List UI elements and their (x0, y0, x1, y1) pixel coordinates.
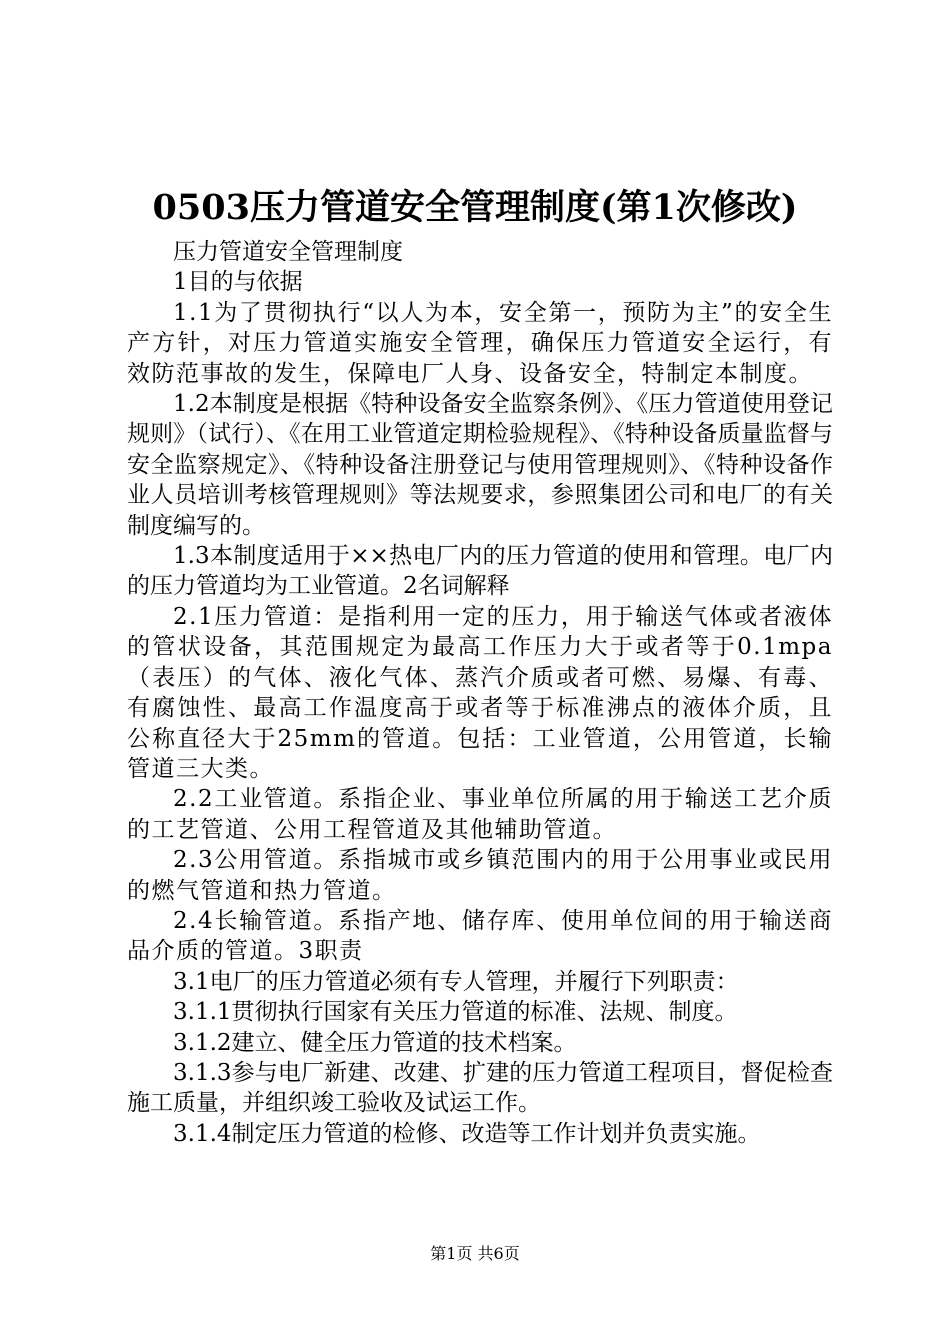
paragraph: 1.1为了贯彻执行“以人为本，安全第一，预防为主”的安全生产方针，对压力管道实施安全管理，确保压力管道安全运行，有效防范事故的发生，保障电厂人身、设备安全，特制定本制度。 (127, 299, 833, 387)
paragraph: 2.3公用管道。系指城市或乡镇范围内的用于公用事业或民用的燃气管道和热力管道。 (127, 847, 833, 904)
paragraph: 3.1.3参与电厂新建、改建、扩建的压力管道工程项目，督促检查施工质量，并组织竣工验收及试运工作。 (127, 1059, 833, 1117)
section-heading: 1目的与依据 (173, 269, 303, 296)
paragraph: 1.2本制度是根据《特种设备安全监察条例》、《压力管道使用登记规则》（试行）、《在用工业管道定期检验规程》、《特种设备质量监督与安全监察规定》、《特种设备注册登记与使用管理规则》、《特种设备作业人员培训考核管理规则》等法规要求，参照集团公司和电厂的有关制度编写的。 (127, 391, 833, 539)
section-heading: 压力管道安全管理制度 (173, 239, 403, 265)
paragraph: 3.1.2建立、健全压力管道的技术档案。 (173, 1029, 577, 1056)
document-title: 0503压力管道安全管理制度(第1次修改) (152, 187, 798, 228)
paragraph: 3.1电厂的压力管道必须有专人管理，并履行下列职责： (173, 968, 739, 995)
paragraph: 3.1.4制定压力管道的检修、改造等工作计划并负责实施。 (173, 1120, 761, 1147)
paragraph: 2.4长输管道。系指产地、储存库、使用单位间的用于输送商品介质的管道。3职责 (127, 907, 833, 965)
paragraph: 2.2工业管道。系指企业、事业单位所属的用于输送工艺介质的工艺管道、公用工程管道及其他辅助管道。 (127, 786, 833, 843)
paragraph: 1.3本制度适用于××热电厂内的压力管道的使用和管理。电厂内的压力管道均为工业管道。2名词解释 (127, 543, 833, 600)
paragraph: 2.1压力管道：是指利用一定的压力，用于输送气体或者液体的管状设备，其范围规定为最高工作压力大于或者等于0.1mpa（表压）的气体、液化气体、蒸汽介质或者可燃、易爆、有毒、有腐蚀性、最高工作温度高于或者等于标准沸点的液体介质，且公称直径大于25mm的管道。包括：工业管道，公用管道，长输管道三大类。 (127, 603, 833, 782)
paragraph: 3.1.1贯彻执行国家有关压力管道的标准、法规、制度。 (173, 999, 738, 1026)
document-body (127, 237, 833, 1149)
page-footer: 第1页 共6页 (430, 1244, 520, 1263)
